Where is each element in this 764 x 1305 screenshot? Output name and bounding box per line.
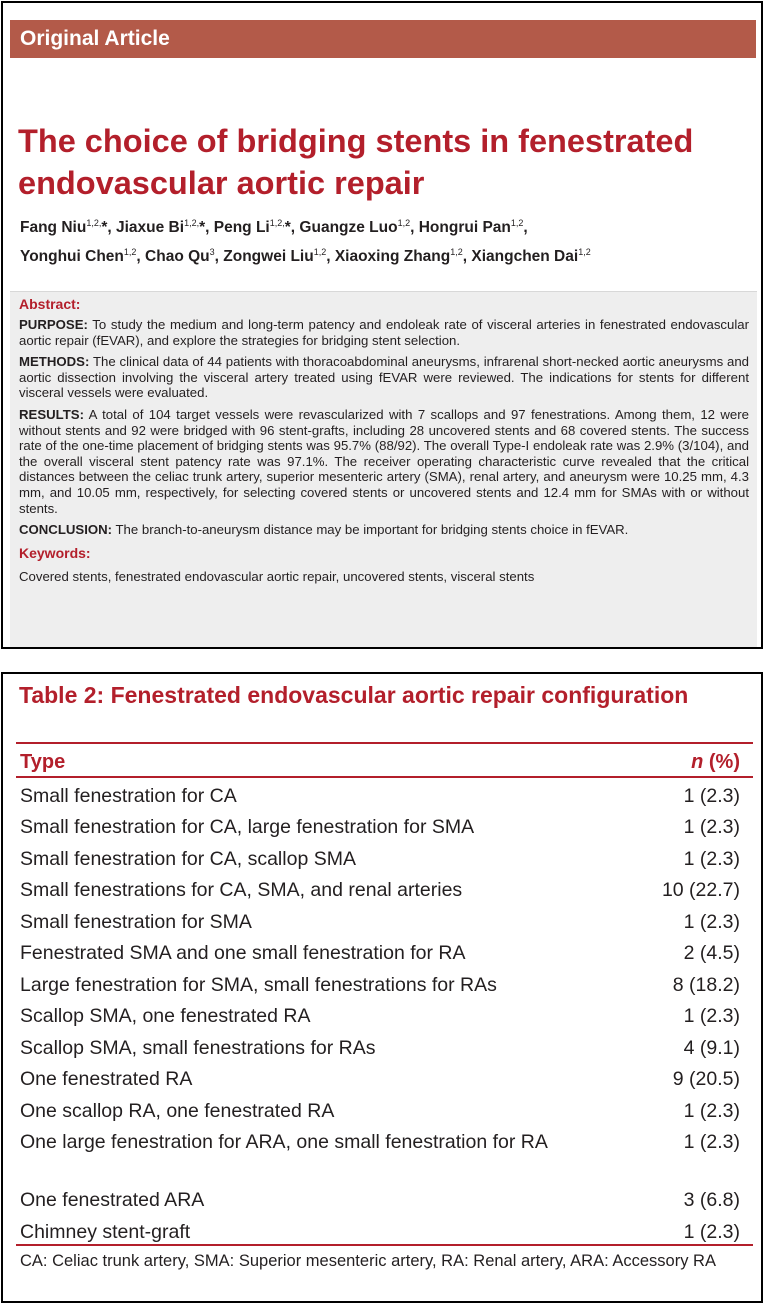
author-name: Xiangchen Dai bbox=[471, 248, 579, 266]
cell-n: 10 (22.7) bbox=[661, 879, 740, 901]
table-row bbox=[3, 1185, 761, 1217]
table-body bbox=[3, 780, 761, 1248]
table-row bbox=[3, 969, 761, 1001]
table-footnote: CA: Celiac trunk artery, SMA: Superior mesenteric artery, RA: Renal artery, ARA: Accessory RA bbox=[20, 1252, 716, 1270]
article-title: The choice of bridging stents in fenestrated endovascular aortic repair bbox=[18, 123, 694, 201]
cell-type: Small fenestration for CA, large fenestration for SMA bbox=[20, 816, 475, 838]
cell-n: 1 (2.3) bbox=[683, 1131, 740, 1153]
cell-type: Chimney stent-graft bbox=[20, 1220, 191, 1243]
cell-type: Small fenestrations for CA, SMA, and renal arteries bbox=[20, 879, 463, 901]
author-affiliation: 1,2 bbox=[578, 247, 591, 258]
author-name: Zongwei Liu bbox=[223, 248, 314, 266]
conclusion-text: The branch-to-aneurysm distance may be important for bridging stents choice in fEVAR. bbox=[115, 522, 629, 538]
abstract-box bbox=[10, 291, 757, 647]
author-affiliation: 1,2 bbox=[510, 218, 524, 228]
author-name: Peng Li bbox=[213, 219, 270, 237]
results-label: RESULTS: bbox=[19, 406, 84, 422]
author-affiliation: 3 bbox=[209, 247, 215, 258]
abstract-conclusion bbox=[19, 522, 749, 538]
article-header-panel bbox=[1, 1, 763, 649]
cell-n: 1 (2.3) bbox=[683, 1005, 740, 1027]
author-affiliation: 1,2, bbox=[86, 218, 102, 228]
author-name: Hongrui Pan bbox=[418, 219, 511, 237]
cell-type: One fenestrated RA bbox=[20, 1068, 193, 1090]
table-row bbox=[3, 1032, 761, 1064]
results-text: A total of 104 target vessels were revascularized with 7 scallops and 97 fenestrations. Among them, 12 were without stents and 92 were bridged with 96 stent-grafts, including 28 uncovered stents and 68 covered stents. The success rate of the one-time placement of bridging stents was 95.7% (88/92). The overall Type-I endoleak rate was 2.9% (3/104), and the overall visceral stent patency rate was 97.1%. The receiver operating characteristic curve revealed that the critical distances between the celiac trunk artery, superior mesenteric artery (SMA), renal artery, and aneurysm were 10.25 mm, 4.3 mm, and 10.05 mm, respectively, for selecting covered stents or uncovered stents and 12.4 mm for SMAs with or without stents. bbox=[19, 406, 749, 516]
cell-n: 1 (2.3) bbox=[683, 1220, 740, 1243]
column-header-n bbox=[691, 748, 740, 776]
table-row bbox=[3, 1064, 761, 1096]
methods-text: The clinical data of 44 patients with thoracoabdominal aneurysms, infrarenal short-necked aortic aneurysms and aortic dissection involving the visceral artery treated using fEVAR were reviewed. The indications for stents for different visceral vessels were evaluated. bbox=[19, 354, 750, 401]
cell-type: Scallop SMA, small fenestrations for RAs bbox=[20, 1036, 376, 1059]
author-name: Yonghui Chen bbox=[20, 248, 124, 266]
table-row bbox=[3, 875, 761, 907]
abstract-heading: Abstract: bbox=[19, 296, 81, 312]
cell-n: 3 (6.8) bbox=[683, 1189, 740, 1211]
cell-n: 2 (4.5) bbox=[683, 942, 740, 964]
author-name: Chao Qu bbox=[145, 248, 210, 266]
table-row bbox=[3, 938, 761, 970]
author-affiliation: 1,2 bbox=[450, 247, 463, 258]
cell-n: 1 (2.3) bbox=[683, 910, 740, 933]
purpose-label: PURPOSE: bbox=[19, 317, 88, 332]
author-affiliation: 1,2, bbox=[184, 218, 200, 228]
author-name: Xiaoxing Zhang bbox=[334, 248, 451, 266]
author-affiliation: 1,2, bbox=[269, 218, 285, 228]
cell-n: 1 (2.3) bbox=[683, 784, 740, 807]
table-row bbox=[3, 1001, 761, 1033]
abstract-methods bbox=[19, 354, 749, 401]
cell-type: Small fenestration for CA, scallop SMA bbox=[20, 847, 356, 870]
corresponding-mark: * bbox=[284, 219, 291, 237]
table-bottom-rule bbox=[16, 1244, 753, 1246]
table-row bbox=[3, 906, 761, 938]
cell-type: Large fenestration for SMA, small fenestrations for RAs bbox=[20, 973, 497, 996]
cell-type: Small fenestration for CA bbox=[20, 784, 237, 807]
cell-n: 1 (2.3) bbox=[683, 1099, 740, 1122]
corresponding-mark: * bbox=[101, 219, 108, 237]
table-row bbox=[3, 1127, 761, 1185]
author-list: Fang Niu$^{1,2,}$*, Jiaxue $Bi^{1,2,}*$, Peng $Li^{1,2,}*$, Guangze Luo$^{1,2}$, Hongrui Pan$^{1,2}$, Yonghui Chen$^{1,2}$, Chao Qu$^3$, Zongwei Liu$^{1,2}$, Xiaoxing Zhang$^{1,2}$, Xiangchen Dai$^{1,2}$ bbox=[20, 218, 591, 266]
table-panel bbox=[1, 672, 763, 1303]
table-top-rule bbox=[16, 742, 753, 744]
cell-n: 1 (2.3) bbox=[683, 847, 740, 870]
methods-label: METHODS: bbox=[19, 354, 90, 370]
table-title: Table 2: Fenestrated endovascular aortic repair configuration bbox=[19, 682, 689, 708]
cell-type: One scallop RA, one fenestrated RA bbox=[20, 1099, 335, 1122]
header-rule bbox=[16, 776, 753, 778]
keywords-heading: Keywords: bbox=[19, 544, 91, 561]
author-name: Guangze Luo bbox=[299, 219, 398, 237]
author-name: Fang Niu bbox=[20, 219, 87, 237]
cell-type: One fenestrated ARA bbox=[20, 1189, 205, 1211]
abstract-purpose bbox=[19, 317, 749, 348]
cell-type: Scallop SMA, one fenestrated RA bbox=[20, 1005, 311, 1027]
cell-type: Fenestrated SMA and one small fenestration for RA bbox=[20, 942, 466, 964]
author-affiliation: 1,2 bbox=[313, 247, 327, 258]
keywords-text: Covered stents, fenestrated endovascular aortic repair, uncovered stents, visceral stents bbox=[19, 568, 535, 584]
conclusion-label: CONCLUSION: bbox=[19, 522, 113, 538]
percent-label: (%) bbox=[703, 751, 740, 773]
corresponding-mark: * bbox=[199, 219, 206, 237]
column-header-type: Type bbox=[20, 751, 66, 773]
cell-type: Small fenestration for SMA bbox=[20, 910, 252, 933]
author-affiliation: 1,2 bbox=[123, 247, 137, 258]
author-name: Jiaxue Bi bbox=[116, 219, 185, 237]
abstract-results bbox=[19, 407, 749, 516]
section-banner: Original Article bbox=[10, 20, 756, 58]
cell-n: 4 (9.1) bbox=[683, 1036, 740, 1059]
table-row bbox=[3, 812, 761, 844]
table-row bbox=[3, 1216, 761, 1248]
purpose-text: To study the medium and long-term patency and endoleak rate of visceral arteries in fenestrated endovascular aortic repair (fEVAR), and explore the strategies for bridging stent selection. bbox=[19, 317, 749, 348]
cell-type: One large fenestration for ARA, one small fenestration for RA bbox=[20, 1131, 548, 1153]
cell-n: 9 (20.5) bbox=[672, 1068, 740, 1090]
table-row bbox=[3, 1095, 761, 1127]
table-row bbox=[3, 843, 761, 875]
cell-n: 8 (18.2) bbox=[672, 973, 740, 996]
n-symbol: n bbox=[691, 751, 704, 773]
author-affiliation: 1,2 bbox=[397, 218, 411, 228]
cell-n: 1 (2.3) bbox=[683, 816, 740, 838]
table-row bbox=[3, 780, 761, 812]
